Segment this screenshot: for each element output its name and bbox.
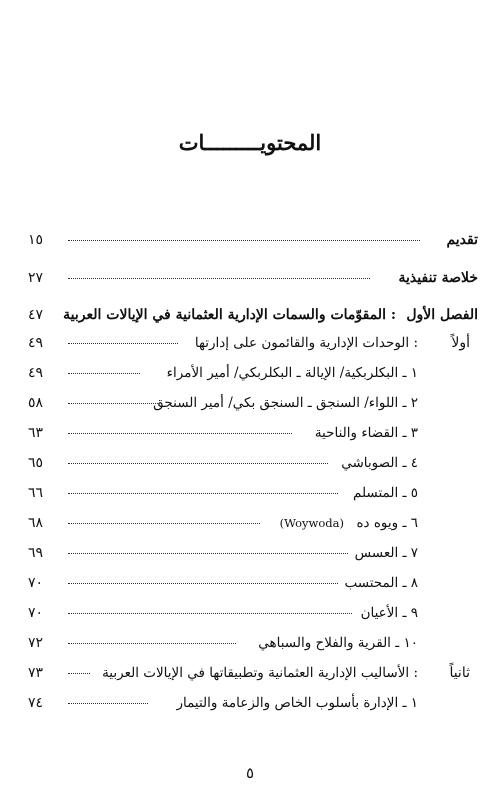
toc-entry-7[interactable] xyxy=(28,541,478,565)
page-number: ٧٠ xyxy=(28,575,44,591)
entry-title: ٤ ـ الصوباشي xyxy=(341,455,418,471)
toc-entry-introduction[interactable] xyxy=(28,228,478,252)
toc-entry-8[interactable] xyxy=(28,571,478,595)
dot-leader xyxy=(68,643,236,644)
toc-entry-6[interactable] xyxy=(28,511,478,535)
toc-entry-1[interactable] xyxy=(28,361,478,385)
dot-leader xyxy=(68,343,178,344)
dot-leader xyxy=(68,373,140,374)
page-number: ٧٤ xyxy=(28,695,44,711)
page-number: ١٥ xyxy=(28,232,44,248)
entry-label: أولاً xyxy=(451,335,470,351)
page-number: ٦٦ xyxy=(28,485,44,501)
toc-entry-chapter-one[interactable] xyxy=(28,303,478,327)
page-number: ٧٢ xyxy=(28,635,44,651)
toc-entry-3[interactable] xyxy=(28,421,478,445)
entry-title: : الوحدات الإدارية والقائمون على إدارتها xyxy=(194,335,418,351)
entry-label: تقديم xyxy=(446,232,478,248)
dot-leader xyxy=(68,583,338,584)
toc-entry-section-second[interactable] xyxy=(28,661,478,685)
page-number: ٧٠ xyxy=(28,605,44,621)
entry-label: ثانياً xyxy=(449,665,470,681)
page-number: ٦٣ xyxy=(28,425,44,441)
toc-entry-4[interactable] xyxy=(28,451,478,475)
toc-entry-section-first[interactable] xyxy=(28,331,478,355)
toc-entry-11[interactable] xyxy=(28,691,478,715)
toc-entry-5[interactable] xyxy=(28,481,478,505)
dot-leader xyxy=(68,493,338,494)
toc-entry-2[interactable] xyxy=(28,391,478,415)
dot-leader xyxy=(68,553,348,554)
latin-term: (Woywoda) xyxy=(279,516,344,530)
dot-leader xyxy=(68,463,328,464)
toc-entry-9[interactable] xyxy=(28,601,478,625)
toc-entry-executive-summary[interactable] xyxy=(28,266,478,290)
entry-title: ١ ـ الإدارة بأسلوب الخاص والزعامة والتيمار xyxy=(176,695,418,711)
entry-title: ٢ ـ اللواء/ السنجق ـ السنجق بكي/ أمير السنجق xyxy=(153,395,418,411)
entry-title: ٦ ـ ويوه ده xyxy=(356,515,418,531)
page-number: ٢٧ xyxy=(28,270,44,286)
entry-title: ٥ ـ المتسلم xyxy=(352,485,418,501)
entry-title: ١٠ ـ القرية والفلاح والسباهي xyxy=(258,635,418,651)
dot-leader xyxy=(68,673,90,674)
entry-label: خلاصة تنفيذية xyxy=(398,270,478,286)
page-footer-number: ٥ xyxy=(245,764,255,782)
entry-label: الفصل الأول xyxy=(406,307,478,323)
dot-leader xyxy=(68,278,370,279)
entry-title: ٩ ـ الأعيان xyxy=(360,605,418,621)
entry-title: ١ ـ البكلربكية/ الإيالة ـ البكلربكي/ أمير الأمراء xyxy=(166,365,418,381)
contents-title: المحتويـــــــــات xyxy=(178,130,322,155)
dot-leader xyxy=(68,703,148,704)
dot-leader xyxy=(68,613,352,614)
dot-leader xyxy=(68,240,420,241)
entry-title: ٧ ـ العسس xyxy=(354,545,418,561)
entry-title: : الأساليب الإدارية العثمانية وتطبيقاتها في الإيالات العربية xyxy=(102,665,418,681)
entry-title: ٨ ـ المحتسب xyxy=(344,575,418,591)
page-number: ٤٧ xyxy=(28,307,44,323)
page-number: ٦٨ xyxy=(28,515,44,531)
page-number: ٧٣ xyxy=(28,665,44,681)
dot-leader xyxy=(68,403,158,404)
entry-title: : المقوّمات والسمات الإدارية العثمانية في الإيالات العربية xyxy=(63,307,396,323)
entry-title: ٣ ـ القضاء والناحية xyxy=(314,425,418,441)
page-number: ٥٨ xyxy=(28,395,44,411)
toc-entry-10[interactable] xyxy=(28,631,478,655)
dot-leader xyxy=(68,523,260,524)
dot-leader xyxy=(68,433,292,434)
page-number: ٦٥ xyxy=(28,455,44,471)
page-number: ٤٩ xyxy=(28,335,44,351)
page-number: ٤٩ xyxy=(28,365,44,381)
page-number: ٦٩ xyxy=(28,545,44,561)
